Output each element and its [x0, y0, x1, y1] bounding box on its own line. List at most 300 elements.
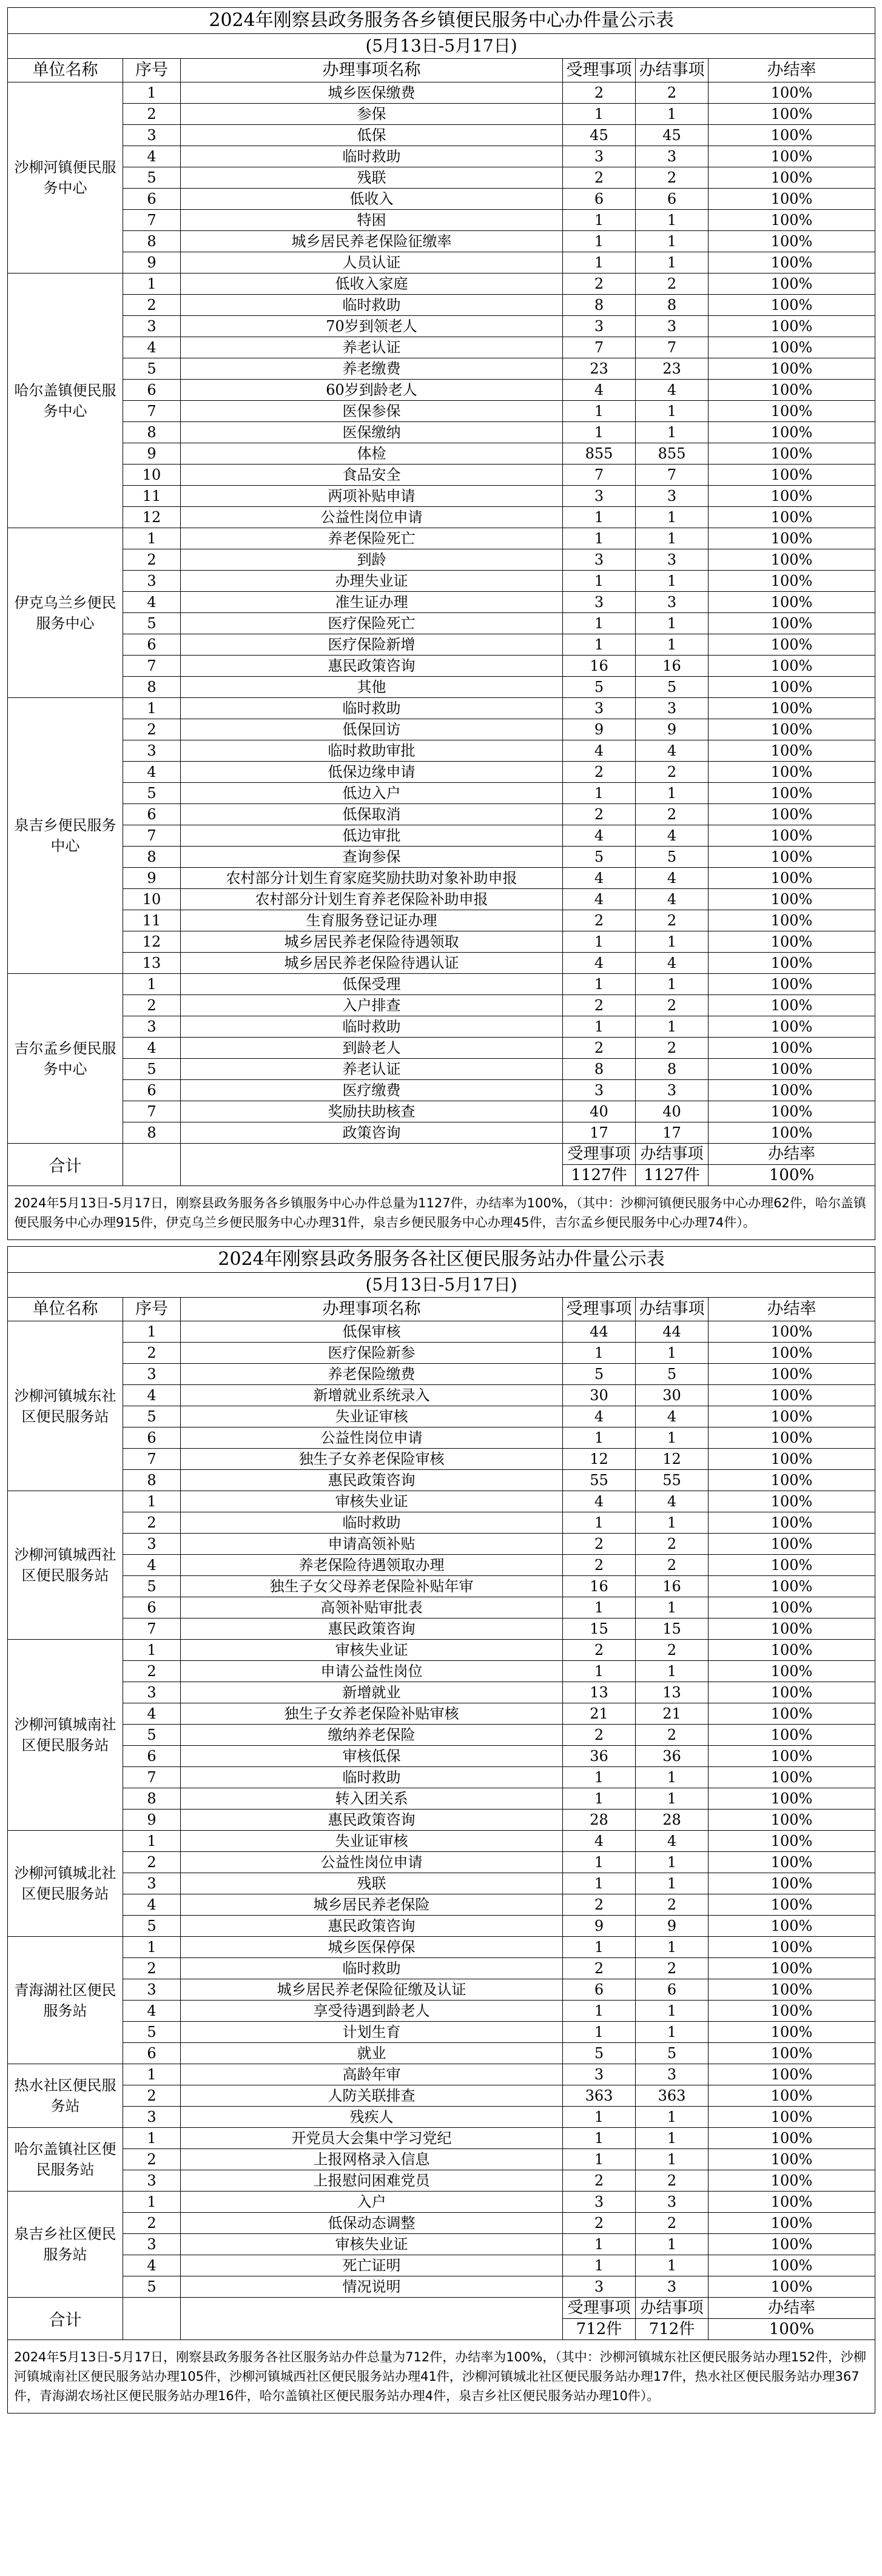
completed-count: 1 [636, 252, 709, 273]
completion-rate: 100% [709, 1661, 875, 1682]
table-row [8, 337, 875, 358]
item-name: 低保受理 [181, 974, 563, 995]
table-row [8, 2170, 875, 2192]
completion-rate: 100% [709, 719, 875, 740]
table-row [8, 82, 875, 104]
item-number: 5 [123, 358, 181, 380]
item-number: 4 [123, 337, 181, 358]
accepted-count: 2 [563, 1555, 636, 1576]
table-row [8, 443, 875, 465]
item-name: 医疗保险新参 [181, 1343, 563, 1364]
table-row [8, 380, 875, 401]
table-row [8, 953, 875, 974]
accepted-count: 2 [563, 1534, 636, 1555]
table-row [8, 2149, 875, 2170]
item-name: 低保审核 [181, 1321, 563, 1343]
table-row [8, 1618, 875, 1640]
total-header-row [8, 1144, 875, 1165]
item-name: 审核失业证 [181, 1640, 563, 1661]
item-name: 上报网格录入信息 [181, 2149, 563, 2170]
completed-count: 55 [636, 1470, 709, 1491]
item-number: 5 [123, 2022, 181, 2043]
accepted-count: 1 [563, 571, 636, 592]
item-number: 1 [123, 82, 181, 104]
table-row [8, 1682, 875, 1703]
unit-name: 泉吉乡社区便民服务站 [8, 2192, 123, 2298]
completion-rate: 100% [709, 1427, 875, 1449]
subtitle-row [8, 1273, 875, 1298]
completed-count: 44 [636, 1321, 709, 1343]
completed-count: 9 [636, 1916, 709, 1937]
item-number: 5 [123, 1059, 181, 1080]
table-row [8, 1470, 875, 1491]
total-label: 合计 [8, 2298, 123, 2340]
completion-rate: 100% [709, 2149, 875, 2170]
accepted-count: 2 [563, 1640, 636, 1661]
table-row [8, 1916, 875, 1937]
completion-rate: 100% [709, 507, 875, 528]
item-number: 6 [123, 189, 181, 210]
item-name: 入户 [181, 2192, 563, 2213]
completion-rate: 100% [709, 1916, 875, 1937]
item-number: 6 [123, 1746, 181, 1767]
accepted-count: 3 [563, 2064, 636, 2085]
item-name: 农村部分计划生育家庭奖励扶助对象补助申报 [181, 868, 563, 889]
completion-rate: 100% [709, 2192, 875, 2213]
table-row [8, 465, 875, 486]
accepted-count: 1 [563, 401, 636, 422]
unit-name: 泉吉乡便民服务中心 [8, 698, 123, 974]
completion-rate: 100% [709, 528, 875, 549]
item-name: 养老认证 [181, 337, 563, 358]
item-number: 5 [123, 1725, 181, 1746]
completion-rate: 100% [709, 486, 875, 507]
item-number: 8 [123, 1788, 181, 1810]
completed-count: 1 [636, 2001, 709, 2022]
item-name: 参保 [181, 104, 563, 125]
table-row [8, 868, 875, 889]
completed-count: 23 [636, 358, 709, 380]
accepted-count: 36 [563, 1746, 636, 1767]
completed-count: 1 [636, 571, 709, 592]
completion-rate: 100% [709, 1937, 875, 1958]
completion-rate: 100% [709, 1894, 875, 1916]
item-number: 8 [123, 231, 181, 252]
item-number: 10 [123, 889, 181, 910]
completed-count: 2 [636, 1038, 709, 1059]
item-name: 食品安全 [181, 465, 563, 486]
item-name: 奖励扶助核查 [181, 1101, 563, 1122]
completion-rate: 100% [709, 1406, 875, 1427]
completed-count: 1 [636, 1788, 709, 1810]
unit-name: 沙柳河镇便民服务中心 [8, 82, 123, 273]
table-row [8, 1746, 875, 1767]
table-row [8, 2213, 875, 2234]
completion-rate: 100% [709, 910, 875, 931]
summary-text: 2024年5月13日-5月17日，刚察县政务服务各乡镇服务中心办件总量为1127件，办结率为100%，（其中：沙柳河镇便民服务中心办理62件，哈尔盖镇便民服务中心办理915件，伊克乌兰乡便民服务中心办理31件，泉吉乡便民服务中心办理45件，吉尔孟乡便民服务中心办理74件）。 [8, 1186, 875, 1240]
accepted-count: 1 [563, 1937, 636, 1958]
item-number: 2 [123, 1852, 181, 1873]
completed-count: 15 [636, 1618, 709, 1640]
item-number: 1 [123, 698, 181, 719]
completion-rate: 100% [709, 677, 875, 698]
completion-rate: 100% [709, 2043, 875, 2064]
item-number: 4 [123, 1385, 181, 1406]
completed-count: 6 [636, 189, 709, 210]
unit-name: 吉尔孟乡便民服务中心 [8, 974, 123, 1144]
completed-count: 3 [636, 698, 709, 719]
item-name: 养老缴费 [181, 358, 563, 380]
item-name: 人防关联排查 [181, 2085, 563, 2107]
table-title: 2024年刚察县政务服务各乡镇便民服务中心办件量公示表 [8, 8, 875, 34]
item-name: 临时救助 [181, 1958, 563, 1979]
accepted-count: 5 [563, 2043, 636, 2064]
total-rate: 100% [709, 1165, 875, 1186]
item-number: 8 [123, 677, 181, 698]
item-number: 2 [123, 2149, 181, 2170]
item-number: 7 [123, 1101, 181, 1122]
completion-rate: 100% [709, 380, 875, 401]
accepted-count: 3 [563, 146, 636, 167]
total-rate-label: 办结率 [709, 2298, 875, 2319]
accepted-count: 3 [563, 592, 636, 613]
item-name: 低收入 [181, 189, 563, 210]
item-number: 2 [123, 104, 181, 125]
table-gap [7, 1240, 875, 1246]
completion-rate: 100% [709, 1810, 875, 1831]
table-row [8, 1576, 875, 1597]
unit-name: 沙柳河镇城南社区便民服务站 [8, 1640, 123, 1831]
table-row [8, 189, 875, 210]
table-row [8, 1831, 875, 1852]
accepted-count: 21 [563, 1703, 636, 1725]
table-row [8, 1979, 875, 2001]
completed-count: 13 [636, 1682, 709, 1703]
accepted-count: 1 [563, 1788, 636, 1810]
item-number: 8 [123, 1470, 181, 1491]
item-number: 1 [123, 528, 181, 549]
completed-count: 1 [636, 1016, 709, 1038]
accepted-count: 3 [563, 2276, 636, 2298]
accepted-count: 15 [563, 1618, 636, 1640]
item-name: 惠民政策咨询 [181, 1618, 563, 1640]
item-number: 7 [123, 656, 181, 677]
item-number: 8 [123, 1122, 181, 1144]
completion-rate: 100% [709, 634, 875, 656]
item-number: 1 [123, 273, 181, 295]
table-row [8, 1958, 875, 1979]
completion-rate: 100% [709, 1979, 875, 2001]
accepted-count: 1 [563, 613, 636, 634]
completed-count: 5 [636, 1364, 709, 1385]
unit-name: 沙柳河镇城西社区便民服务站 [8, 1491, 123, 1640]
completion-rate: 100% [709, 1873, 875, 1894]
completion-rate: 100% [709, 1122, 875, 1144]
accepted-count: 363 [563, 2085, 636, 2107]
item-name: 临时救助 [181, 146, 563, 167]
table-row [8, 1788, 875, 1810]
accepted-count: 1 [563, 1343, 636, 1364]
table-row [8, 1767, 875, 1788]
item-name: 城乡医保缴费 [181, 82, 563, 104]
item-name: 城乡居民养老保险征缴率 [181, 231, 563, 252]
item-number: 12 [123, 507, 181, 528]
item-number: 3 [123, 2234, 181, 2255]
completion-rate: 100% [709, 358, 875, 380]
completed-count: 2 [636, 995, 709, 1016]
item-number: 1 [123, 2064, 181, 2085]
total-accepted-label: 受理事项 [563, 2298, 636, 2319]
completion-rate: 100% [709, 1449, 875, 1470]
completed-count: 1 [636, 1661, 709, 1682]
unit-name: 伊克乌兰乡便民服务中心 [8, 528, 123, 698]
completion-rate: 100% [709, 443, 875, 465]
completed-count: 40 [636, 1101, 709, 1122]
item-name: 入户排查 [181, 995, 563, 1016]
table-row [8, 1491, 875, 1512]
table-row [8, 1725, 875, 1746]
accepted-count: 3 [563, 316, 636, 337]
total-label: 合计 [8, 1144, 123, 1186]
completed-count: 2 [636, 804, 709, 825]
notice-table-1 [7, 7, 875, 1240]
accepted-count: 2 [563, 804, 636, 825]
accepted-count: 3 [563, 1080, 636, 1101]
item-name: 养老保险缴费 [181, 1364, 563, 1385]
total-accepted: 712件 [563, 2319, 636, 2340]
total-completed-label: 办结事项 [636, 2298, 709, 2319]
item-name: 惠民政策咨询 [181, 1470, 563, 1491]
completed-count: 1 [636, 2107, 709, 2128]
item-number: 9 [123, 443, 181, 465]
accepted-count: 1 [563, 634, 636, 656]
table-row [8, 1512, 875, 1534]
item-name: 残联 [181, 167, 563, 189]
table-row [8, 740, 875, 762]
completed-count: 1 [636, 974, 709, 995]
completed-count: 1 [636, 210, 709, 231]
column-header: 办结率 [709, 1298, 875, 1321]
accepted-count: 23 [563, 358, 636, 380]
completion-rate: 100% [709, 2213, 875, 2234]
completed-count: 3 [636, 486, 709, 507]
completed-count: 1 [636, 1937, 709, 1958]
completed-count: 2 [636, 762, 709, 783]
item-name: 医保缴纳 [181, 422, 563, 443]
completion-rate: 100% [709, 2128, 875, 2149]
item-number: 8 [123, 422, 181, 443]
table-row [8, 931, 875, 953]
accepted-count: 2 [563, 2170, 636, 2192]
item-name: 计划生育 [181, 2022, 563, 2043]
accepted-count: 1 [563, 231, 636, 252]
item-number: 4 [123, 1894, 181, 1916]
item-name: 申请高领补贴 [181, 1534, 563, 1555]
item-name: 政策咨询 [181, 1122, 563, 1144]
completed-count: 3 [636, 549, 709, 571]
accepted-count: 2 [563, 1038, 636, 1059]
item-name: 低边审批 [181, 825, 563, 847]
column-header: 办结事项 [636, 1298, 709, 1321]
accepted-count: 1 [563, 2255, 636, 2276]
completed-count: 2 [636, 2170, 709, 2192]
item-name: 办理失业证 [181, 571, 563, 592]
item-name: 低收入家庭 [181, 273, 563, 295]
accepted-count: 2 [563, 2213, 636, 2234]
completion-rate: 100% [709, 825, 875, 847]
item-name: 养老保险待遇领取办理 [181, 1555, 563, 1576]
item-name: 医疗保险新增 [181, 634, 563, 656]
completed-count: 5 [636, 847, 709, 868]
table-row [8, 1059, 875, 1080]
item-name: 缴纳养老保险 [181, 1725, 563, 1746]
item-number: 2 [123, 2085, 181, 2107]
completed-count: 7 [636, 465, 709, 486]
header-row [8, 59, 875, 82]
table-row [8, 2192, 875, 2213]
completion-rate: 100% [709, 1059, 875, 1080]
completed-count: 8 [636, 1059, 709, 1080]
item-number: 2 [123, 995, 181, 1016]
title-row [8, 1247, 875, 1273]
completion-rate: 100% [709, 995, 875, 1016]
item-number: 4 [123, 1703, 181, 1725]
table-row [8, 1385, 875, 1406]
table-row [8, 1016, 875, 1038]
item-name: 独生子女父母养老保险补贴年审 [181, 1576, 563, 1597]
item-number: 1 [123, 2192, 181, 2213]
table-row [8, 358, 875, 380]
item-name: 低保边缘申请 [181, 762, 563, 783]
item-name: 临时救助 [181, 295, 563, 316]
completed-count: 1 [636, 2022, 709, 2043]
table-row [8, 592, 875, 613]
total-blank [123, 2298, 181, 2340]
completion-rate: 100% [709, 295, 875, 316]
completed-count: 4 [636, 1831, 709, 1852]
table-row [8, 677, 875, 698]
table-row [8, 847, 875, 868]
accepted-count: 45 [563, 125, 636, 146]
unit-name: 哈尔盖镇社区便民服务站 [8, 2128, 123, 2192]
completion-rate: 100% [709, 656, 875, 677]
accepted-count: 3 [563, 486, 636, 507]
accepted-count: 1 [563, 1512, 636, 1534]
completion-rate: 100% [709, 571, 875, 592]
item-name: 残疾人 [181, 2107, 563, 2128]
completed-count: 3 [636, 2064, 709, 2085]
table-row [8, 1427, 875, 1449]
completed-count: 9 [636, 719, 709, 740]
completed-count: 855 [636, 443, 709, 465]
table-row [8, 1122, 875, 1144]
completion-rate: 100% [709, 2107, 875, 2128]
completion-rate: 100% [709, 189, 875, 210]
column-header: 办结率 [709, 59, 875, 82]
item-name: 失业证审核 [181, 1406, 563, 1427]
table-row [8, 231, 875, 252]
accepted-count: 12 [563, 1449, 636, 1470]
item-name: 高龄年审 [181, 2064, 563, 2085]
item-number: 7 [123, 825, 181, 847]
table-row [8, 401, 875, 422]
total-accepted-label: 受理事项 [563, 1144, 636, 1165]
column-header: 受理事项 [563, 59, 636, 82]
completed-count: 1 [636, 104, 709, 125]
item-number: 7 [123, 401, 181, 422]
accepted-count: 1 [563, 2022, 636, 2043]
completed-count: 4 [636, 953, 709, 974]
item-number: 1 [123, 2128, 181, 2149]
total-completed-label: 办结事项 [636, 1144, 709, 1165]
item-name: 上报慰问困难党员 [181, 2170, 563, 2192]
accepted-count: 1 [563, 1873, 636, 1894]
completed-count: 2 [636, 1555, 709, 1576]
item-number: 5 [123, 1916, 181, 1937]
completed-count: 1 [636, 231, 709, 252]
table-row [8, 316, 875, 337]
accepted-count: 4 [563, 1406, 636, 1427]
table-row [8, 656, 875, 677]
completed-count: 1 [636, 2234, 709, 2255]
summary-row [8, 1186, 875, 1240]
completed-count: 16 [636, 656, 709, 677]
item-number: 2 [123, 295, 181, 316]
completed-count: 4 [636, 1491, 709, 1512]
accepted-count: 16 [563, 656, 636, 677]
table-row [8, 2022, 875, 2043]
item-number: 11 [123, 486, 181, 507]
accepted-count: 1 [563, 974, 636, 995]
item-number: 3 [123, 125, 181, 146]
accepted-count: 2 [563, 910, 636, 931]
item-number: 4 [123, 146, 181, 167]
accepted-count: 9 [563, 719, 636, 740]
item-name: 公益性岗位申请 [181, 1852, 563, 1873]
completion-rate: 100% [709, 146, 875, 167]
unit-name: 沙柳河镇城东社区便民服务站 [8, 1321, 123, 1491]
accepted-count: 1 [563, 783, 636, 804]
item-name: 情况说明 [181, 2276, 563, 2298]
accepted-count: 7 [563, 337, 636, 358]
item-number: 11 [123, 910, 181, 931]
item-name: 惠民政策咨询 [181, 656, 563, 677]
item-name: 临时救助 [181, 698, 563, 719]
completed-count: 5 [636, 677, 709, 698]
accepted-count: 4 [563, 953, 636, 974]
item-name: 高领补贴审批表 [181, 1597, 563, 1618]
accepted-count: 4 [563, 1831, 636, 1852]
item-number: 4 [123, 592, 181, 613]
item-number: 2 [123, 1958, 181, 1979]
completed-count: 6 [636, 1979, 709, 2001]
item-number: 1 [123, 1937, 181, 1958]
table-row [8, 125, 875, 146]
table-row [8, 1937, 875, 1958]
item-number: 2 [123, 1343, 181, 1364]
completed-count: 4 [636, 889, 709, 910]
completed-count: 21 [636, 1703, 709, 1725]
item-name: 到龄 [181, 549, 563, 571]
completion-rate: 100% [709, 82, 875, 104]
item-name: 新增就业 [181, 1682, 563, 1703]
table-row [8, 2001, 875, 2022]
table-row [8, 549, 875, 571]
accepted-count: 1 [563, 507, 636, 528]
table-row [8, 613, 875, 634]
completed-count: 2 [636, 273, 709, 295]
item-number: 6 [123, 380, 181, 401]
